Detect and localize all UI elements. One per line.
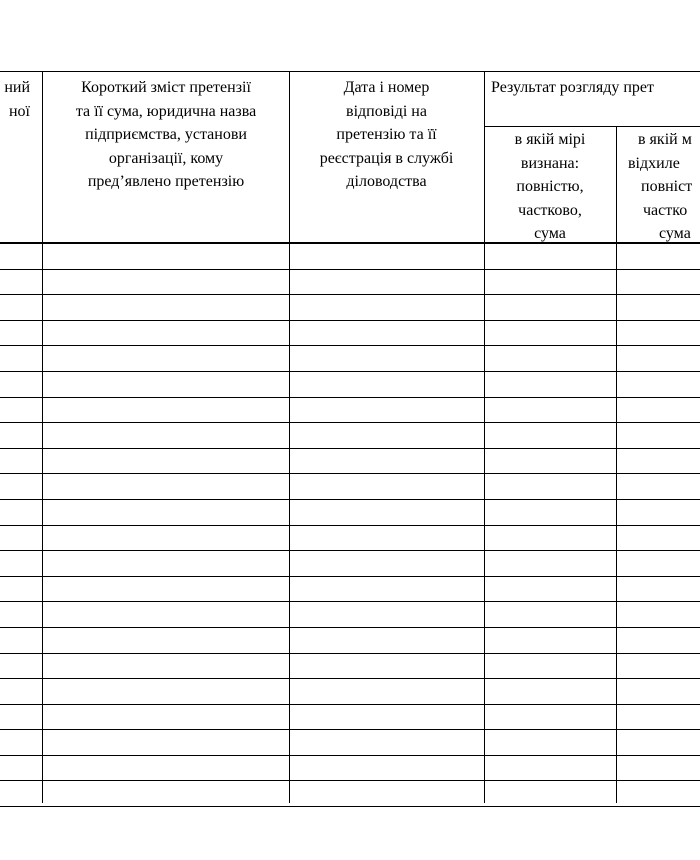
header-text-line: частко [643, 201, 688, 219]
header-text-line: Короткий зміст претензії [81, 79, 251, 96]
table-row [0, 526, 700, 552]
header-text-line: сума [659, 225, 691, 242]
table-row [0, 628, 700, 654]
header-text-line: сума [534, 225, 566, 242]
table-row [0, 270, 700, 296]
table-row [0, 577, 700, 603]
header-text-line: повністю, [516, 178, 584, 195]
header-text-line: реєстрація в службі [319, 149, 454, 167]
table-row [0, 730, 700, 756]
header-text-line: претензію та її [336, 126, 437, 143]
header-col1-fragment [0, 76, 42, 123]
column-divider [616, 126, 617, 803]
table-row [0, 756, 700, 782]
column-divider [42, 71, 43, 803]
header-col1-line1: ний [4, 79, 30, 96]
header-text-line: відповіді на [346, 102, 427, 120]
table-row [0, 500, 700, 526]
header-text-line: в якій мірі [514, 131, 586, 148]
table-row [0, 705, 700, 731]
header-review-result [491, 76, 700, 100]
header-text-line: організації, кому [108, 149, 224, 167]
header-text-line: пред’явлено претензію [87, 173, 245, 190]
header-claim-summary [44, 76, 288, 194]
header-text-line: в якій м [638, 131, 692, 148]
table-row [0, 679, 700, 705]
table-row [0, 295, 700, 321]
header-text-line: визнана: [520, 154, 580, 172]
header-text-line: діловодства [346, 173, 427, 190]
header-text-line: частково, [518, 201, 582, 219]
table-row [0, 654, 700, 680]
table-row [0, 244, 700, 270]
header-col1-line2: ної [8, 102, 30, 120]
row-divider [0, 806, 700, 807]
header-acknowledged [485, 128, 615, 246]
table-row [0, 474, 700, 500]
table-row [0, 449, 700, 475]
table-top-border [0, 71, 700, 72]
header-text-line: відхиле [628, 154, 680, 172]
table-row [0, 781, 700, 807]
table-row [0, 551, 700, 577]
header-text-line: Результат розгляду прет [491, 79, 655, 96]
subheader-divider [484, 126, 700, 127]
table-body [0, 244, 700, 807]
header-text-line: Дата і номер [343, 79, 430, 96]
column-divider [289, 71, 290, 803]
header-text-line: підприємства, установи [85, 126, 247, 143]
table-row [0, 398, 700, 424]
table-row [0, 372, 700, 398]
table-row [0, 602, 700, 628]
table-row [0, 321, 700, 347]
header-text-line: повніст [641, 178, 693, 195]
header-rejected [628, 128, 700, 246]
table-row [0, 346, 700, 372]
column-divider [484, 71, 485, 803]
header-text-line: та її сума, юридична назва [75, 102, 257, 120]
table-row [0, 423, 700, 449]
header-reply-date-number [290, 76, 483, 194]
